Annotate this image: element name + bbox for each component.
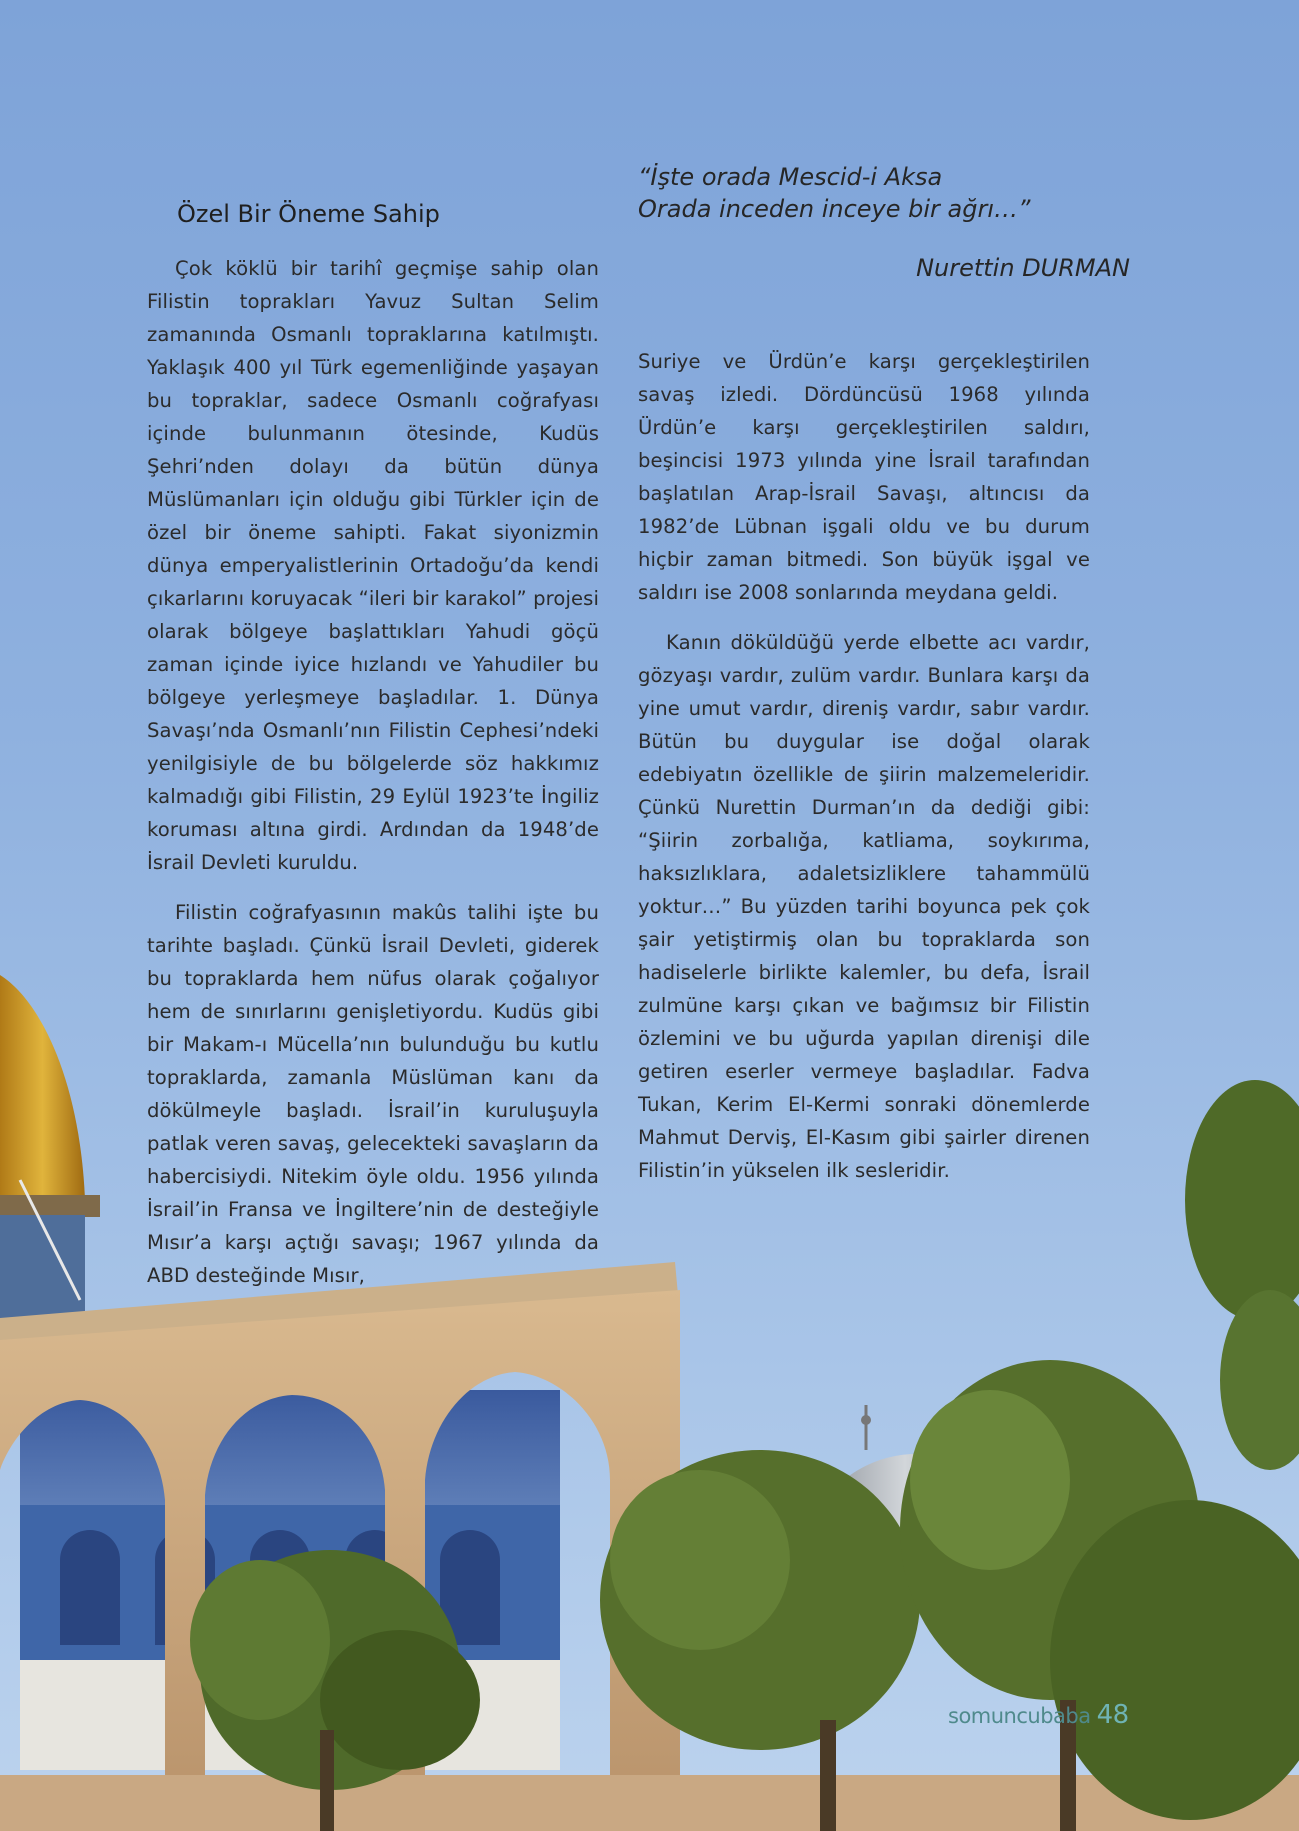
quote-author: Nurettin DURMAN bbox=[916, 254, 1130, 282]
right-text-column bbox=[638, 345, 1090, 1204]
epigraph-quote bbox=[638, 161, 1133, 225]
magazine-name: somuncubaba bbox=[948, 1704, 1091, 1728]
golden-dome bbox=[0, 975, 100, 1325]
left-text-column bbox=[147, 252, 599, 1309]
section-heading: Özel Bir Öneme Sahip bbox=[177, 200, 440, 228]
paragraph: Suriye ve Ürdün’e karşı gerçekleştirilen savaş izledi. Dördüncüsü 1968 yılında Ürdün’e karşı gerçekleştirilen saldırı, beşincisi 1973 yılında yine İsrail tarafından başlatılan Arap-İsrail Savaşı, altıncısı da 1982’de Lübnan işgali oldu ve bu durum hiçbir zaman bitmedi. Son büyük işgal ve saldırı ise 2008 sonlarında meydana geldi. bbox=[638, 350, 1090, 604]
quote-line-1: “İşte orada Mescid-i Aksa bbox=[638, 163, 943, 191]
paragraph: Filistin coğrafyasının makûs talihi işte bu tarihte başladı. Çünkü İsrail Devleti, giderek bu topraklarda hem nüfus olarak çoğalıyor hem de sınırlarını genişletiyordu. Kudüs gibi bir Makam-ı Mücella’nın bulunduğu bu kutlu topraklarda, zamanla Müslüman kanı da dökülmeyle başladı. İsrail’in kuruluşuyla patlak veren savaş, gelecekteki savaşların da habercisiydi. Nitekim öyle oldu. 1956 yılında İsrail’in Fransa ve İngiltere’nin de desteğiyle Mısır’a karşı açtığı savaşı; 1967 yılında da ABD desteğinde Mısır, bbox=[147, 901, 599, 1287]
quote-line-2: Orada inceden inceye bir ağrı…” bbox=[638, 195, 1031, 223]
paragraph: Çok köklü bir tarihî geçmişe sahip olan Filistin toprakları Yavuz Sultan Selim zamanında Osmanlı topraklarına katılmıştı. Yaklaşık 400 yıl Türk egemenliğinde yaşayan bu topraklar, sadece Osmanlı coğrafyası içinde bulunmanın ötesinde, Kudüs Şehri’nden dolayı da bütün dünya Müslümanları için olduğu gibi Türkler için de özel bir öneme sahipti. Fakat siyonizmin dünya emperyalistlerinin Ortadoğu’da kendi çıkarlarını koruyacak “ileri bir karakol” projesi olarak bölgeye başlattıkları Yahudi göçü zaman içinde iyice hızlandı ve Yahudiler bu bölgeye yerleşmeye başladılar. 1. Dünya Savaşı’nda Osmanlı’nın Filistin Cephesi’ndeki yenilgisiyle de bu bölgelerde söz hakkımız kalmadığı gibi Filistin, 29 Eylül 1923’te İngiliz koruması altına girdi. Ardından da 1948’de İsrail Devleti kuruldu. bbox=[147, 257, 600, 874]
page-footer bbox=[948, 1700, 1129, 1730]
page-number: 48 bbox=[1096, 1700, 1129, 1730]
paragraph: Kanın döküldüğü yerde elbette acı vardır, gözyaşı vardır, zulüm vardır. Bunlara karşı da yine umut vardır, direniş vardır, sabır vardır. Bütün bu duygular ise doğal olarak edebiyatın özellikle de şiirin malzemeleridir. Çünkü Nurettin Durman’ın da dediği gibi: “Şiirin zorbalığa, katliama, soykırıma, haksızlıklara, adaletsizliklere tahammülü yoktur…” Bu yüzden tarihi boyunca pek çok şair yetiştirmiş olan bu topraklarda son hadiselerle birlikte kalemler, bu defa, İsrail zulmüne karşı çıkan ve bağımsız bir Filistin özlemini ve bu uğurda yapılan direnişi dile getiren eserler vermeye başladılar. Fadva Tukan, Kerim El-Kermi sonraki dönemlerde Mahmut Derviş, El-Kasım gibi şairler direnen Filistin’in yükselen ilk sesleridir. bbox=[638, 631, 1090, 1182]
